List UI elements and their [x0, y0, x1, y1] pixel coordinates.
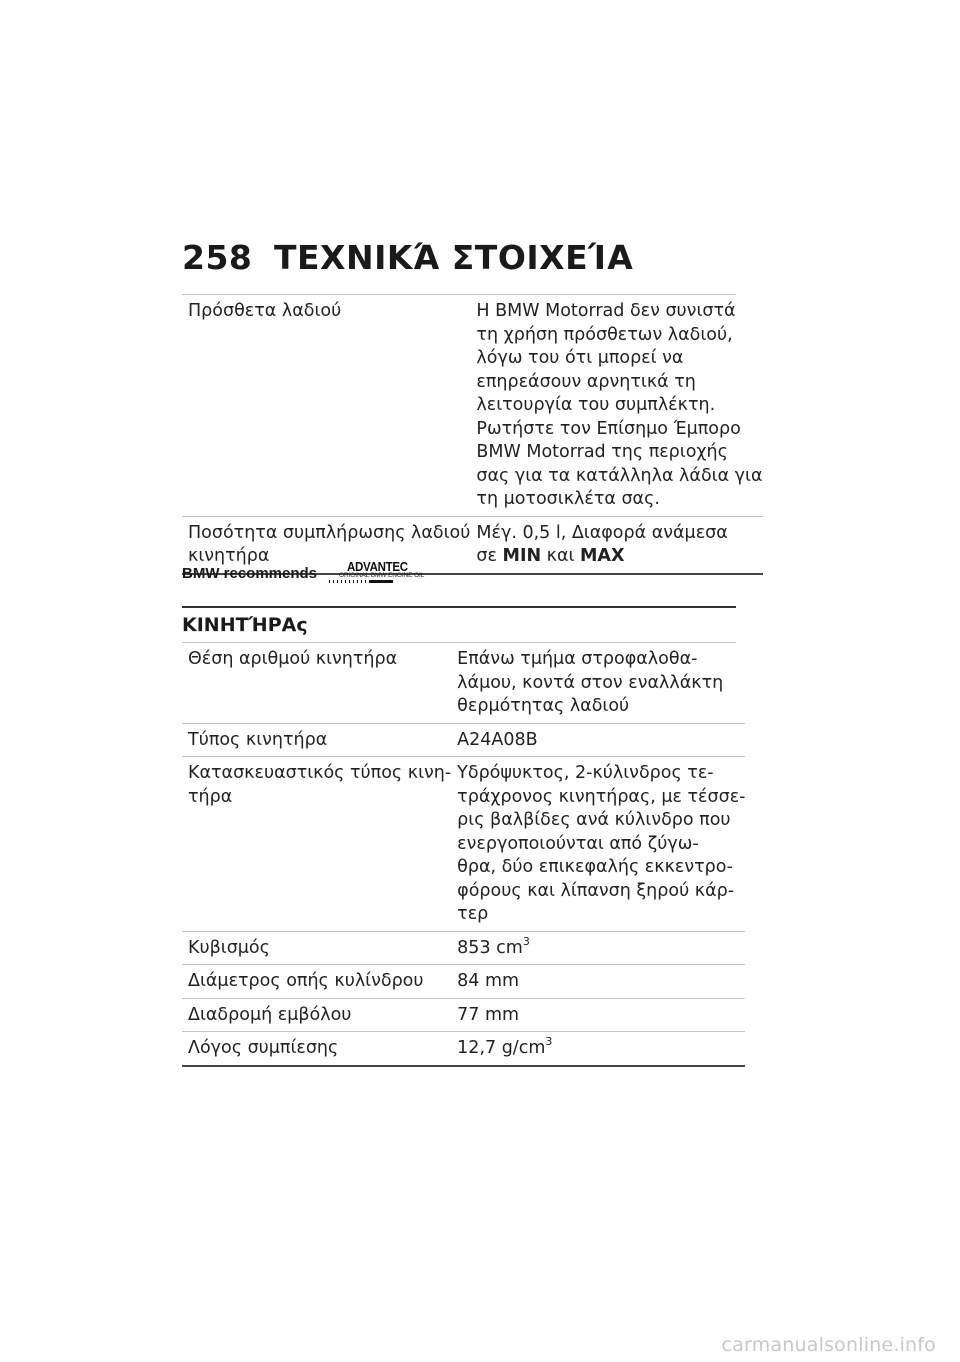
row-label: Ποσότητα συμπλήρωσης λαδιού — [188, 522, 471, 543]
row-value: τράχρονος κινητήρας, με τέσσε- — [457, 786, 746, 807]
row-value: θρα, δύο επικεφαλής εκκεντρο- — [457, 857, 733, 877]
row-value — [457, 934, 745, 961]
table-row — [182, 965, 745, 999]
row-value: επηρεάσουν αρνητικά τη — [476, 371, 696, 392]
row-value: ρις βαλβίδες ανά κύλινδρο που — [457, 810, 731, 830]
watermark: carmanualsonline.info — [721, 1334, 936, 1356]
row-value: τη χρήση πρόσθετων λαδιού, — [476, 324, 733, 345]
row-value — [476, 545, 762, 569]
row-label: Κυβισμός — [188, 937, 270, 958]
advantec-logo — [329, 560, 441, 586]
row-value: σας για τα κατάλληλα λάδια για — [476, 465, 763, 486]
superscript: 3 — [522, 934, 530, 948]
row-value: 84 mm — [457, 971, 520, 991]
page-number: 258 — [182, 238, 253, 277]
row-value: φόρους και λίπανση ξηρού κάρ- — [457, 880, 735, 901]
row-value: 77 mm — [457, 1004, 520, 1025]
table-row — [182, 757, 745, 932]
advantec-logo-subtitle: ORIGINAL BMW ENGINE OIL — [339, 572, 425, 579]
table-row — [182, 643, 745, 723]
recommendation-text: BMW recommends — [182, 564, 318, 582]
value-text: και — [541, 546, 581, 566]
row-value: Μέγ. 0,5 l, Διαφορά ανάμεσα — [476, 522, 728, 543]
row-value: λόγω του ότι μπορεί να — [476, 348, 684, 368]
value-text: 853 cm — [457, 937, 523, 958]
row-value: λάμου, κοντά στον εναλλάκτη — [457, 672, 724, 693]
logo-stripe — [369, 580, 393, 583]
table-row — [182, 723, 745, 757]
row-value: ενεργοποιούνται από ζύγω- — [457, 833, 699, 854]
max-marker: MAX — [580, 546, 625, 566]
row-label: Κατασκευαστικός τύπος κινη- — [188, 763, 452, 783]
table-row — [182, 998, 745, 1032]
row-value: θερμότητας λαδιού — [457, 696, 630, 716]
row-value: Επάνω τμήμα στροφαλοθα- — [457, 649, 698, 669]
advantec-logo-brand: ADVANTEC — [347, 560, 408, 574]
row-label: Τύπος κινητήρα — [188, 729, 328, 750]
engine-spec-table — [182, 642, 746, 1067]
row-label: Λόγος συμπίεσης — [188, 1038, 339, 1058]
row-value: Η BMW Motorrad δεν συνιστά — [476, 301, 736, 321]
row-value: Ρωτήστε τον Επίσημο Έμπορο — [476, 418, 741, 439]
min-marker: MIN — [502, 546, 542, 566]
row-value: Υδρόψυκτος, 2-κύλινδρος τε- — [457, 763, 714, 783]
row-label: Θέση αριθμού κινητήρα — [188, 649, 398, 669]
row-value: τη μοτοσικλέτα σας. — [476, 489, 660, 509]
row-label: Πρόσθετα λαδιού — [188, 301, 342, 321]
page-title: ΤΕΧΝΙΚΆ ΣΤΟΙΧΕΊΑ — [274, 238, 634, 277]
oil-recommendation — [182, 560, 441, 586]
value-text: σε — [476, 546, 503, 566]
row-label: Διάμετρος οπής κυλίνδρου — [188, 971, 424, 991]
oil-spec-table — [182, 294, 763, 575]
row-value: BMW Motorrad της περιοχής — [476, 442, 728, 462]
row-value: λειτουργία του συμπλέκτη. — [476, 395, 716, 415]
table-row — [182, 931, 745, 965]
page-header — [182, 238, 633, 277]
row-label: κινητήρα — [188, 546, 270, 566]
row-value — [457, 1037, 745, 1061]
row-value: A24A08B — [457, 729, 538, 750]
row-label: τήρα — [188, 786, 233, 807]
superscript: 3 — [545, 1035, 553, 1048]
value-text: 12,7 g/cm — [457, 1038, 546, 1058]
row-label: Διαδρομή εμβόλου — [188, 1004, 352, 1025]
row-value: τερ — [457, 904, 489, 924]
table-row — [182, 1032, 745, 1066]
table-row — [182, 295, 763, 516]
section-heading: ΚΙΝΗΤΉΡΑς — [182, 606, 736, 636]
